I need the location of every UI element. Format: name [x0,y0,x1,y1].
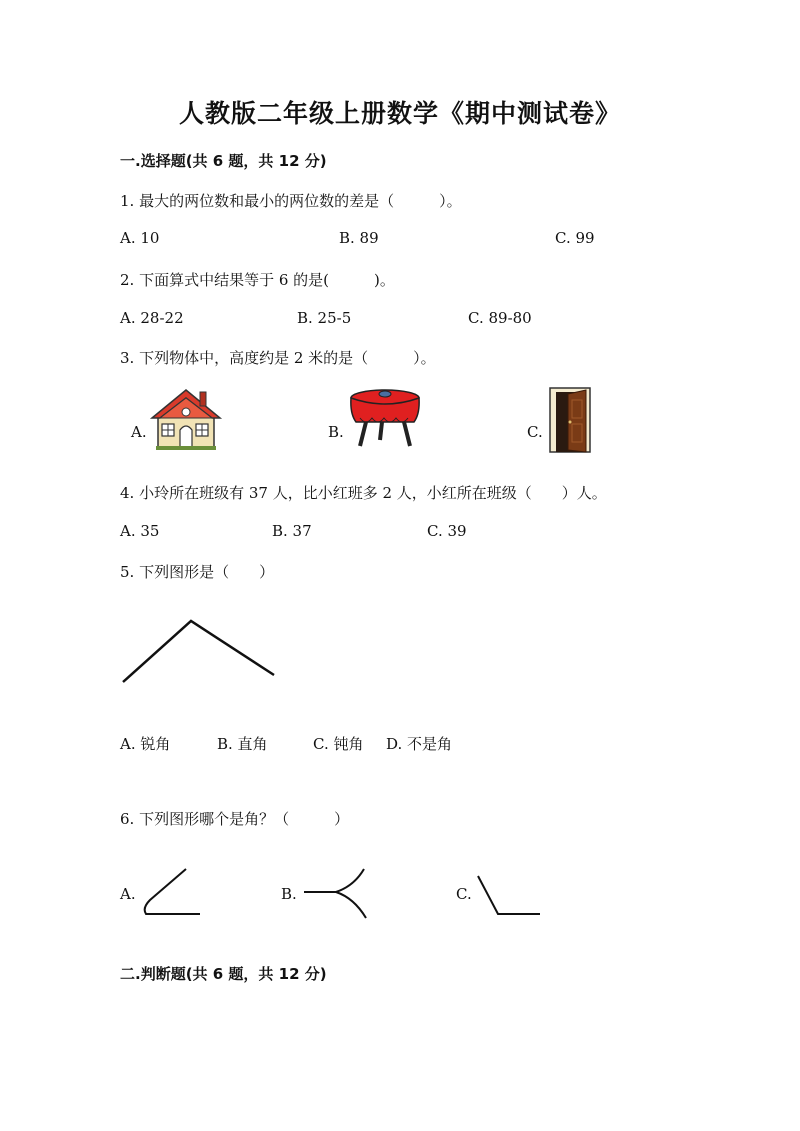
table-picture [346,388,424,450]
q5-option-a: A. 锐角 [120,735,171,753]
q4-option-c: C. 39 [427,522,467,540]
q6-option-a: A. [120,885,136,903]
q5-option-c: C. 钝角 [313,735,364,753]
q6-option-c: C. [456,885,472,903]
q5-option-b: B. 直角 [217,735,268,753]
question-6: 6. 下列图形哪个是角？（ ） [120,810,350,828]
question-3: 3. 下列物体中，高度约是 2 米的是（ ）。 [120,349,436,367]
q3-option-b: B. [328,423,344,441]
q6-figure-a [140,866,204,920]
question-5: 5. 下列图形是（ ） [120,563,275,581]
question-1: 1. 最大的两位数和最小的两位数的差是（ ）。 [120,192,462,210]
section-heading-judgment: 二.判断题(共 6 题，共 12 分) [120,965,327,983]
q2-option-a: A. 28-22 [120,309,184,327]
q1-option-b: B. 89 [339,229,379,247]
q4-option-b: B. 37 [272,522,312,540]
q2-option-b: B. 25-5 [297,309,352,327]
q3-option-c: C. [527,423,543,441]
section-heading-choice: 一.选择题(共 6 题，共 12 分) [120,152,327,170]
question-4: 4. 小玲所在班级有 37 人，比小红班多 2 人，小红所在班级（ ）人。 [120,484,607,502]
q1-option-c: C. 99 [555,229,595,247]
q6-figure-c [474,872,544,918]
q3-option-a: A. [131,423,147,441]
q6-figure-b [302,866,370,922]
question-2: 2. 下面算式中结果等于 6 的是( )。 [120,271,395,289]
q2-option-c: C. 89-80 [468,309,532,327]
angle-figure [120,615,280,687]
q5-option-d: D. 不是角 [386,735,453,753]
q6-option-b: B. [281,885,297,903]
page-title: 人教版二年级上册数学《期中测试卷》 [178,99,621,128]
q4-option-a: A. 35 [120,522,160,540]
q1-option-a: A. 10 [120,229,160,247]
door-picture [548,386,592,454]
house-picture [150,386,222,452]
